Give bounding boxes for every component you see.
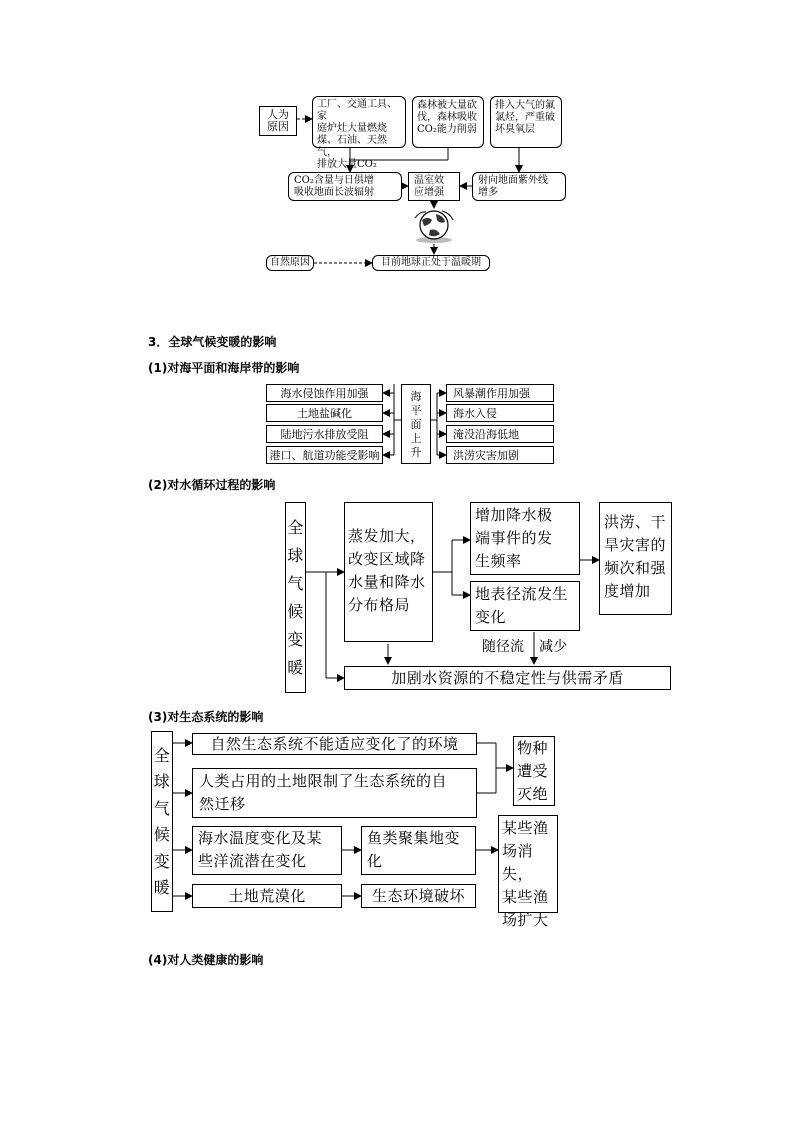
fig3-gw-char-3: 气	[287, 573, 304, 593]
flood-line-2: 旱灾害的	[604, 536, 667, 554]
fig4-gw-char-6: 暖	[153, 878, 171, 898]
fig4-gw-char-5: 变	[153, 851, 171, 871]
left-item-2-label: 土地盐碱化	[297, 406, 352, 420]
fig3-gw-char-2: 球	[287, 545, 304, 565]
eco1-box	[192, 733, 477, 755]
left-item-3-label: 陆地污水排放受阻	[280, 427, 369, 441]
runoff-line-2: 变化	[475, 608, 507, 626]
sea-temp-line-1: 海水温度变化及某	[198, 829, 323, 847]
cfc-line-3: 坏臭氧层	[495, 124, 535, 135]
eco-damage-label: 生态环境破坏	[371, 886, 465, 905]
sub3-heading: (3)对生态系统的影响	[148, 710, 264, 724]
fig4-gw-char-4: 候	[153, 825, 171, 845]
decrease-label: 减少	[539, 639, 567, 655]
forest-line-3: CO₂能力削弱	[417, 124, 477, 135]
fishery-change-box	[498, 815, 558, 929]
fig3-gw-char-1: 全	[287, 517, 304, 537]
fig3-gw-char-6: 暖	[287, 658, 304, 678]
factory-line-3: 煤、石油、天然气，	[317, 135, 387, 158]
fishery-line-2: 场消失，	[502, 842, 534, 883]
sea-char-1: 海	[410, 389, 422, 403]
eco2-line-1: 人类占用的土地限制了生态系统的自	[199, 772, 448, 790]
fish-line-2: 化	[367, 852, 383, 870]
extreme-line-1: 增加降水极	[475, 506, 553, 524]
sub2-heading: (2)对水循环过程的影响	[148, 478, 276, 492]
section3-heading: 3．全球气候变暖的影响	[148, 335, 277, 349]
species-line-2: 遭受	[517, 762, 549, 780]
right-item-2-label: 海水入侵	[453, 407, 497, 420]
species-line-3: 灭绝	[517, 785, 549, 803]
fig4-gw-char-1: 全	[153, 745, 171, 765]
desertification-box	[192, 884, 342, 908]
flood-line-4: 度增加	[604, 582, 651, 600]
right-item-1-label: 风暴潮作用加强	[453, 387, 530, 400]
eco2-line-2: 然迁移	[199, 795, 246, 813]
natural-cause-label: 自然原因	[270, 257, 310, 268]
co2-line-1: CO₂含量与日俱增	[294, 175, 374, 186]
fishery-line-1: 某些渔	[502, 819, 549, 837]
evap-line-2: 改变区域降	[348, 550, 426, 568]
left-item-4-label: 港口、航道功能受影响	[269, 448, 380, 462]
sea-char-4: 上	[410, 431, 422, 445]
sea-char-3: 面	[410, 417, 422, 431]
fig4-global-warming-box	[151, 731, 173, 912]
fig3-gw-char-5: 变	[287, 630, 304, 650]
sea-temp-line-2: 些洋流潜在变化	[198, 852, 307, 870]
sea-char-2: 平	[410, 403, 422, 417]
fish-line-1: 鱼类聚集地变	[367, 829, 461, 847]
right-item-4-label: 洪涝灾害加剧	[453, 449, 519, 462]
species-extinction-box	[513, 736, 555, 806]
sub1-heading: (1)对海平面和海岸带的影响	[148, 361, 300, 375]
warm-period-label: 目前地球正处于温暖期	[381, 257, 481, 268]
right-item-3-label: 淹没沿海低地	[453, 428, 519, 441]
extreme-line-3: 生频率	[475, 552, 522, 570]
fig3-gw-char-4: 候	[287, 602, 304, 622]
fig4-gw-char-2: 球	[153, 772, 171, 792]
sea-temp-box	[192, 826, 342, 875]
forest-line-1: 森林被大量砍	[417, 100, 477, 111]
cfc-line-2: 氯烃，严重破	[495, 112, 555, 123]
factory-line-1: 工厂、交通工具、家	[317, 99, 397, 122]
factory-line-4: 排放大量CO₂	[317, 159, 377, 170]
water-conflict-label: 加剧水资源的不稳定性与供需矛盾	[391, 668, 624, 687]
fishery-line-4: 场扩大	[502, 911, 549, 929]
runoff-line-1: 地表径流发生	[475, 585, 569, 603]
fish-gathering-box	[361, 826, 476, 875]
extreme-line-2: 端事件的发	[475, 529, 553, 547]
evap-line-3: 水量和降水	[348, 573, 426, 591]
eco-damage-box	[361, 884, 476, 908]
desert-label: 土地荒漠化	[228, 886, 306, 905]
greenhouse-line-2: 应增强	[414, 187, 444, 198]
runoff-label: 随径流	[482, 639, 524, 655]
forest-line-2: 伐，森林吸收	[417, 112, 477, 123]
greenhouse-line-1: 温室效	[414, 175, 444, 186]
sub4-heading: (4)对人类健康的影响	[148, 953, 264, 967]
flood-line-1: 洪涝、干	[604, 513, 667, 531]
evap-line-4: 分布格局	[348, 596, 411, 614]
species-line-1: 物种	[517, 739, 549, 757]
sea-char-5: 升	[410, 445, 422, 459]
flood-line-3: 频次和强	[604, 559, 667, 577]
left-item-1-label: 海水侵蚀作用加强	[280, 386, 369, 400]
cfc-line-1: 排入大气的氟	[495, 100, 555, 111]
eco2-box	[192, 768, 477, 818]
evap-line-1: 蒸发加大，	[348, 527, 426, 545]
human-cause-label: 人为原因	[267, 108, 289, 133]
fishery-line-3: 某些渔	[502, 888, 549, 906]
eco1-label: 自然生态系统不能适应变化了的环境	[210, 734, 459, 753]
uv-line-1: 射向地面紫外线	[478, 175, 548, 186]
factory-line-2: 庭炉灶大量燃烧	[317, 123, 387, 134]
fig4-gw-char-3: 气	[153, 798, 171, 818]
co2-line-2: 吸收地面长波辐射	[294, 187, 374, 198]
uv-line-2: 增多	[478, 187, 498, 198]
